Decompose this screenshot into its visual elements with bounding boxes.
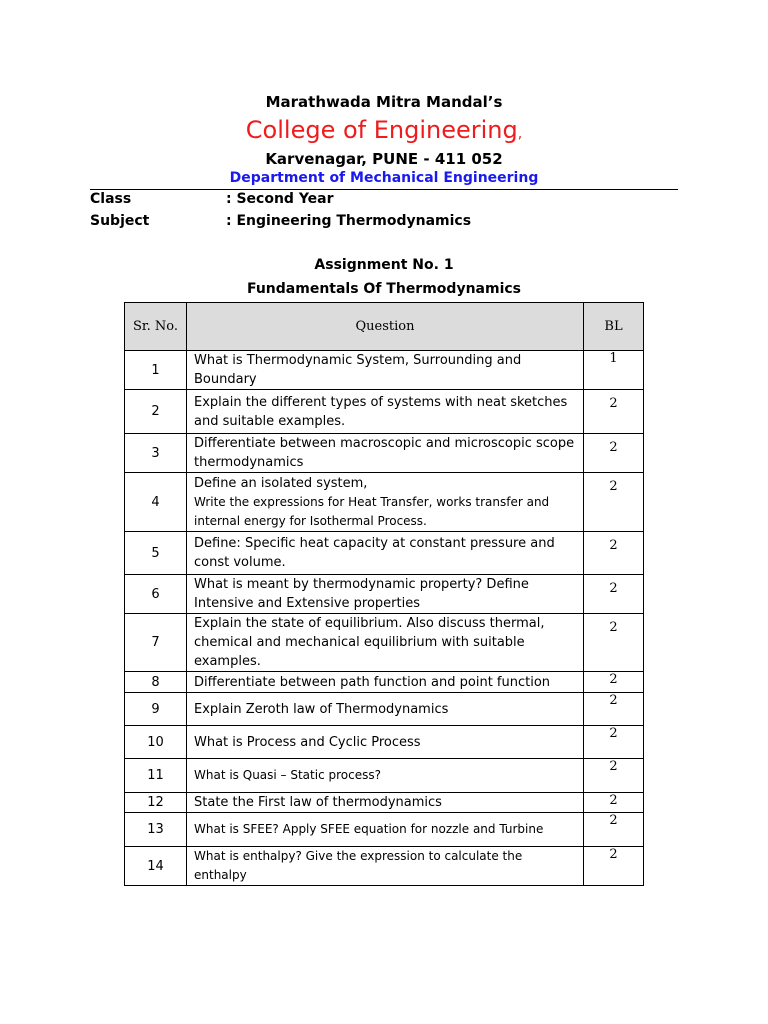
sr-no-cell: 10 [125, 726, 187, 759]
bl-cell: 1 [584, 351, 644, 390]
table-row [125, 614, 644, 672]
sr-no-cell: 7 [125, 614, 187, 672]
question-line: Define an isolated system, [194, 475, 368, 491]
sr-no-cell: 3 [125, 434, 187, 473]
question-cell: Explain Zeroth law of Thermodynamics [187, 693, 584, 726]
sr-no-cell: 1 [125, 351, 187, 390]
subject-value: : Engineering Thermodynamics [226, 213, 472, 229]
question-cell: Differentiate between path function and point function [187, 672, 584, 693]
table-row [125, 693, 644, 726]
subject-label: Subject [90, 213, 150, 229]
college-name-comma: , [517, 126, 523, 142]
table-row [125, 390, 644, 434]
table-row [125, 351, 644, 390]
bl-cell: 2 [584, 532, 644, 575]
table-row [125, 532, 644, 575]
question-cell: Define: Specific heat capacity at constant pressure and const volume. [187, 532, 584, 575]
header-divider [90, 189, 678, 190]
question-cell: What is meant by thermodynamic property? Define Intensive and Extensive properties [187, 575, 584, 614]
table-row [125, 473, 644, 532]
bl-cell: 2 [584, 672, 644, 693]
sr-no-header: Sr. No. [125, 303, 187, 351]
question-cell [187, 473, 584, 532]
question-cell: What is Quasi – Static process? [187, 759, 584, 793]
table-row [125, 759, 644, 793]
bl-cell: 2 [584, 847, 644, 886]
sr-no-cell: 5 [125, 532, 187, 575]
bl-cell: 2 [584, 473, 644, 532]
college-name [0, 116, 768, 144]
bl-cell: 2 [584, 614, 644, 672]
question-cell: What is Process and Cyclic Process [187, 726, 584, 759]
sr-no-cell: 11 [125, 759, 187, 793]
question-cell: State the First law of thermodynamics [187, 793, 584, 813]
question-cell: What is Thermodynamic System, Surrounding and Boundary [187, 351, 584, 390]
sr-no-cell: 14 [125, 847, 187, 886]
question-cell: What is SFEE? Apply SFEE equation for nozzle and Turbine [187, 813, 584, 847]
assignment-number: Assignment No. 1 [314, 257, 454, 273]
sr-no-cell: 9 [125, 693, 187, 726]
bl-cell: 2 [584, 575, 644, 614]
sr-no-cell: 12 [125, 793, 187, 813]
college-address: Karvenagar, PUNE - 411 052 [265, 150, 503, 168]
bl-cell: 2 [584, 693, 644, 726]
question-cell: What is enthalpy? Give the expression to calculate the enthalpy [187, 847, 584, 886]
question-cell: Explain the different types of systems with neat sketches and suitable examples. [187, 390, 584, 434]
bl-cell: 2 [584, 434, 644, 473]
assignment-title: Fundamentals Of Thermodynamics [246, 281, 522, 297]
question-header: Question [187, 303, 584, 351]
questions-table [124, 302, 644, 886]
table-row [125, 813, 644, 847]
question-cell: Differentiate between macroscopic and microscopic scope thermodynamics [187, 434, 584, 473]
table-row [125, 847, 644, 886]
table-row [125, 434, 644, 473]
department-name: Department of Mechanical Engineering [229, 170, 539, 186]
question-subtext: Write the expressions for Heat Transfer, works transfer and internal energy for Isothermal Process. [194, 494, 550, 528]
bl-cell: 2 [584, 793, 644, 813]
sr-no-cell: 4 [125, 473, 187, 532]
sr-no-cell: 13 [125, 813, 187, 847]
table-header-row [125, 303, 644, 351]
table-row [125, 793, 644, 813]
sr-no-cell: 8 [125, 672, 187, 693]
table-row [125, 726, 644, 759]
bl-cell: 2 [584, 759, 644, 793]
college-name-text: College of Engineering [245, 116, 518, 144]
bl-cell: 2 [584, 726, 644, 759]
bl-cell: 2 [584, 813, 644, 847]
institution-society-name: Marathwada Mitra Mandal’s [265, 93, 503, 111]
table-row [125, 672, 644, 693]
class-value: : Second Year [226, 191, 334, 207]
sr-no-cell: 2 [125, 390, 187, 434]
question-cell: Explain the state of equilibrium. Also discuss thermal, chemical and mechanical equilibrium with suitable examples. [187, 614, 584, 672]
class-label: Class [90, 191, 132, 207]
sr-no-cell: 6 [125, 575, 187, 614]
table-row [125, 575, 644, 614]
bl-header: BL [584, 303, 644, 351]
bl-cell: 2 [584, 390, 644, 434]
